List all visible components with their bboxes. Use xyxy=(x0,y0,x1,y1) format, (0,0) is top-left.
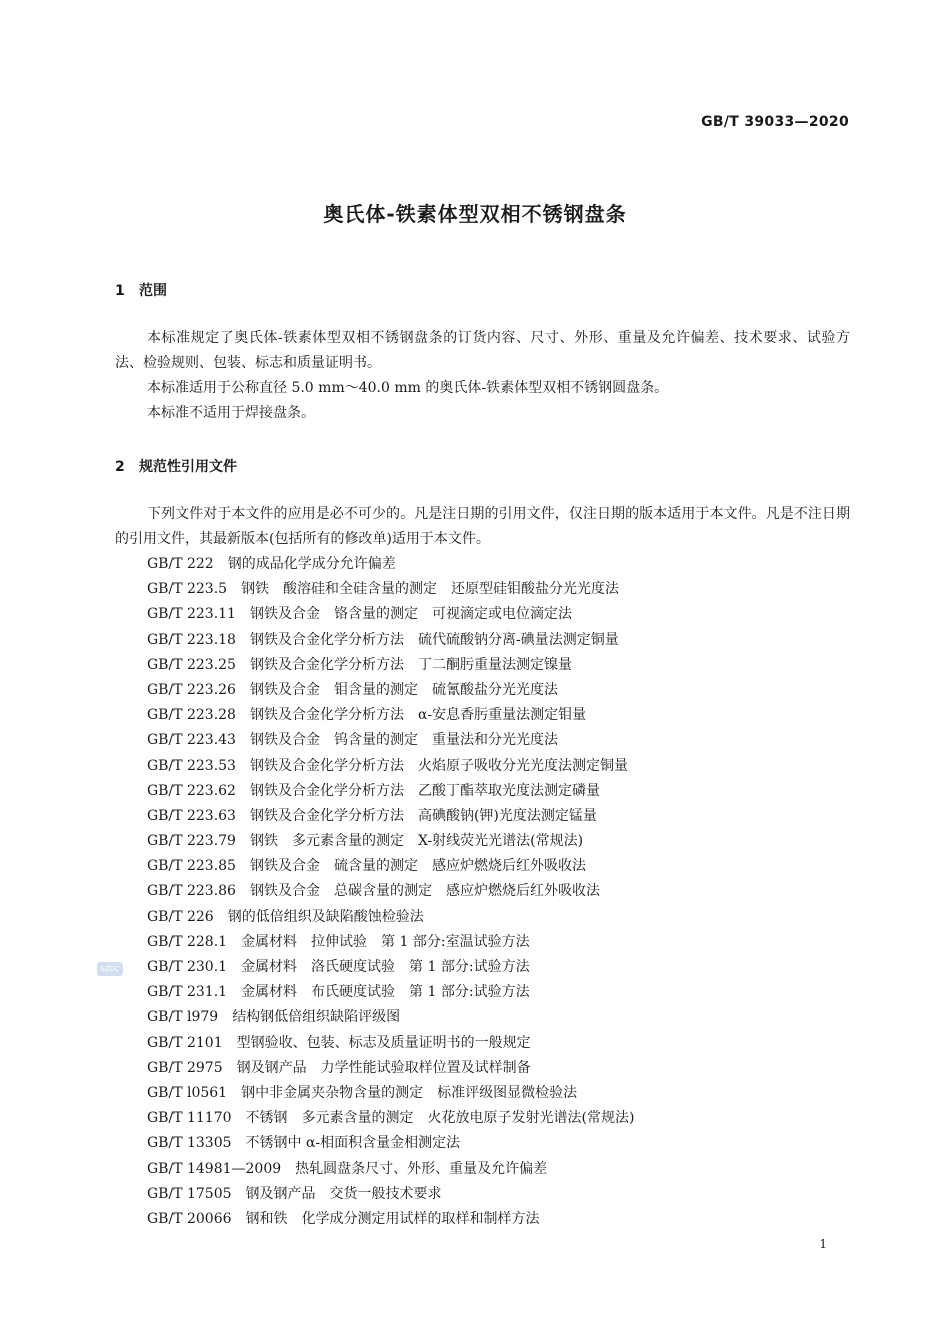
reference-title: 钢铁及合金化学分析方法 丁二酮肟重量法测定镍量 xyxy=(249,656,572,673)
reference-title: 结构钢低倍组织缺陷评级图 xyxy=(232,1009,401,1026)
reference-item xyxy=(147,577,634,602)
reference-title: 钢中非金属夹杂物含量的测定 标准评级图显微检验法 xyxy=(241,1084,578,1101)
reference-code: GB/T l0561 xyxy=(147,1084,228,1101)
reference-item xyxy=(147,854,634,879)
reference-code: GB/T 20066 xyxy=(147,1210,232,1227)
reference-title: 钢铁 多元素含量的测定 X-射线荧光光谱法(常规法) xyxy=(249,833,584,850)
reference-code: GB/T 2975 xyxy=(147,1059,223,1076)
section-1-heading xyxy=(115,280,167,300)
document-title: 奥氏体-铁素体型双相不锈钢盘条 xyxy=(323,202,627,226)
reference-code: GB/T 222 xyxy=(147,556,214,572)
reference-item xyxy=(147,653,634,678)
section-title: 规范性引用文件 xyxy=(139,459,237,475)
reference-item xyxy=(147,754,634,779)
reference-title: 金属材料 拉伸试验 第 1 部分:室温试验方法 xyxy=(241,933,530,950)
reference-title: 钢铁及合金 钼含量的测定 硫氰酸盐分光光度法 xyxy=(249,681,558,698)
reference-title: 不锈钢 多元素含量的测定 火花放电原子发射光谱法(常规法) xyxy=(245,1110,635,1127)
reference-item xyxy=(147,552,634,577)
page-number: 1 xyxy=(819,1237,827,1251)
reference-title: 钢铁及合金化学分析方法 火焰原子吸收分光光度法测定铜量 xyxy=(249,757,628,774)
reference-code: GB/T 223.79 xyxy=(147,833,236,850)
reference-item xyxy=(147,1182,634,1207)
reference-title: 钢铁及合金 钨含量的测定 重量法和分光光度法 xyxy=(249,732,558,749)
reference-item xyxy=(147,1005,634,1030)
reference-item xyxy=(147,678,634,703)
reference-title: 钢铁及合金化学分析方法 高碘酸钠(钾)光度法测定锰量 xyxy=(249,807,597,824)
reference-code: GB/T 223.5 xyxy=(147,581,228,598)
reference-title: 钢及钢产品 交货一般技术要求 xyxy=(245,1185,442,1202)
reference-item xyxy=(147,1081,634,1106)
section-number: 1 xyxy=(115,283,125,299)
reference-code: GB/T 231.1 xyxy=(147,984,228,1001)
reference-code: GB/T 223.25 xyxy=(147,656,236,673)
reference-code: GB/T l979 xyxy=(147,1009,219,1026)
reference-title: 钢及钢产品 力学性能试验取样位置及试样制备 xyxy=(236,1059,531,1076)
reference-code: GB/T 228.1 xyxy=(147,933,228,950)
scope-paragraph-3: 本标准不适用于焊接盘条。 xyxy=(147,405,315,421)
references-intro: 下列文件对于本文件的应用是必不可少的。凡是注日期的引用文件，仅注日期的版本适用于本文件。凡是不注日期的引用文件，其最新版本(包括所有的修改单)适用于本文件。 xyxy=(115,506,850,547)
reference-code: GB/T 223.53 xyxy=(147,757,236,774)
section-2-heading xyxy=(115,456,237,476)
standard-code: GB/T 39033—2020 xyxy=(701,114,849,130)
reference-item xyxy=(147,930,634,955)
reference-list xyxy=(147,552,634,1232)
reference-item xyxy=(147,879,634,904)
reference-title: 钢铁及合金化学分析方法 α-安息香肟重量法测定钼量 xyxy=(249,707,587,724)
reference-code: GB/T 223.28 xyxy=(147,707,236,724)
reference-code: GB/T 2101 xyxy=(147,1034,223,1051)
reference-code: GB/T 14981—2009 xyxy=(147,1160,282,1177)
reference-item xyxy=(147,628,634,653)
reference-title: 不锈钢中 α-相面积含量金相测定法 xyxy=(245,1135,461,1152)
reference-code: GB/T 13305 xyxy=(147,1135,232,1152)
reference-title: 钢的成品化学成分允许偏差 xyxy=(227,556,396,572)
reference-title: 钢铁及合金 铬含量的测定 可视滴定或电位滴定法 xyxy=(249,606,572,623)
scope-paragraph-2: 本标准适用于公称直径 5.0 mm～40.0 mm 的奥氏体-铁素体型双相不锈钢圆盘条。 xyxy=(147,380,669,396)
reference-item xyxy=(147,980,634,1005)
reference-item xyxy=(147,1031,634,1056)
reference-title: 金属材料 洛氏硬度试验 第 1 部分:试验方法 xyxy=(241,959,530,975)
reference-item xyxy=(147,602,634,627)
reference-title: 钢铁 酸溶硅和全硅含量的测定 还原型硅钼酸盐分光光度法 xyxy=(241,581,620,598)
reference-title: 型钢验收、包装、标志及质量证明书的一般规定 xyxy=(236,1034,531,1051)
reference-item xyxy=(147,1207,634,1232)
reference-item xyxy=(147,1131,634,1156)
reference-code: GB/T 223.63 xyxy=(147,807,236,824)
reference-title: 钢铁及合金化学分析方法 乙酸丁酯萃取光度法测定磷量 xyxy=(249,782,600,799)
reference-code: GB/T 223.43 xyxy=(147,732,236,749)
reference-item xyxy=(147,1106,634,1131)
reference-title: 钢和铁 化学成分测定用试样的取样和制样方法 xyxy=(245,1210,540,1227)
reference-item xyxy=(147,829,634,854)
reference-code: GB/T 223.85 xyxy=(147,858,236,875)
reference-item xyxy=(147,703,634,728)
reference-code: GB/T 11170 xyxy=(147,1110,232,1127)
reference-item xyxy=(147,1056,634,1081)
reference-item xyxy=(147,1157,634,1182)
reference-code: GB/T 223.18 xyxy=(147,631,236,648)
scope-paragraph-1: 本标准规定了奥氏体-铁素体型双相不锈钢盘条的订货内容、尺寸、外形、重量及允许偏差、技术要求、试验方法、检验规则、包装、标志和质量证明书。 xyxy=(115,330,850,371)
reference-title: 钢铁及合金化学分析方法 硫代硫酸钠分离-碘量法测定铜量 xyxy=(249,631,619,648)
reference-title: 钢铁及合金 总碳含量的测定 感应炉燃烧后红外吸收法 xyxy=(249,883,600,900)
reference-item xyxy=(147,728,634,753)
reference-code: GB/T 17505 xyxy=(147,1185,232,1202)
reference-title: 金属材料 布氏硬度试验 第 1 部分:试验方法 xyxy=(241,984,530,1001)
reference-item xyxy=(147,779,634,804)
reference-code: GB/T 223.26 xyxy=(147,681,236,698)
reference-title: 钢的低倍组织及缺陷酸蚀检验法 xyxy=(227,908,424,925)
reference-code: GB/T 226 xyxy=(147,908,214,925)
reference-title: 钢铁及合金 硫含量的测定 感应炉燃烧后红外吸收法 xyxy=(249,858,586,875)
reference-title: 热轧圆盘条尺寸、外形、重量及允许偏差 xyxy=(295,1160,548,1177)
section-title: 范围 xyxy=(139,283,167,299)
reference-code: GB/T 230.1 xyxy=(147,959,228,975)
reference-code: GB/T 223.62 xyxy=(147,782,236,799)
reference-item xyxy=(147,905,634,930)
watermark-logo: SZDC xyxy=(97,962,123,976)
reference-item xyxy=(147,804,634,829)
reference-code: GB/T 223.86 xyxy=(147,883,236,900)
reference-code: GB/T 223.11 xyxy=(147,606,236,623)
section-number: 2 xyxy=(115,459,125,475)
reference-item xyxy=(147,955,634,980)
